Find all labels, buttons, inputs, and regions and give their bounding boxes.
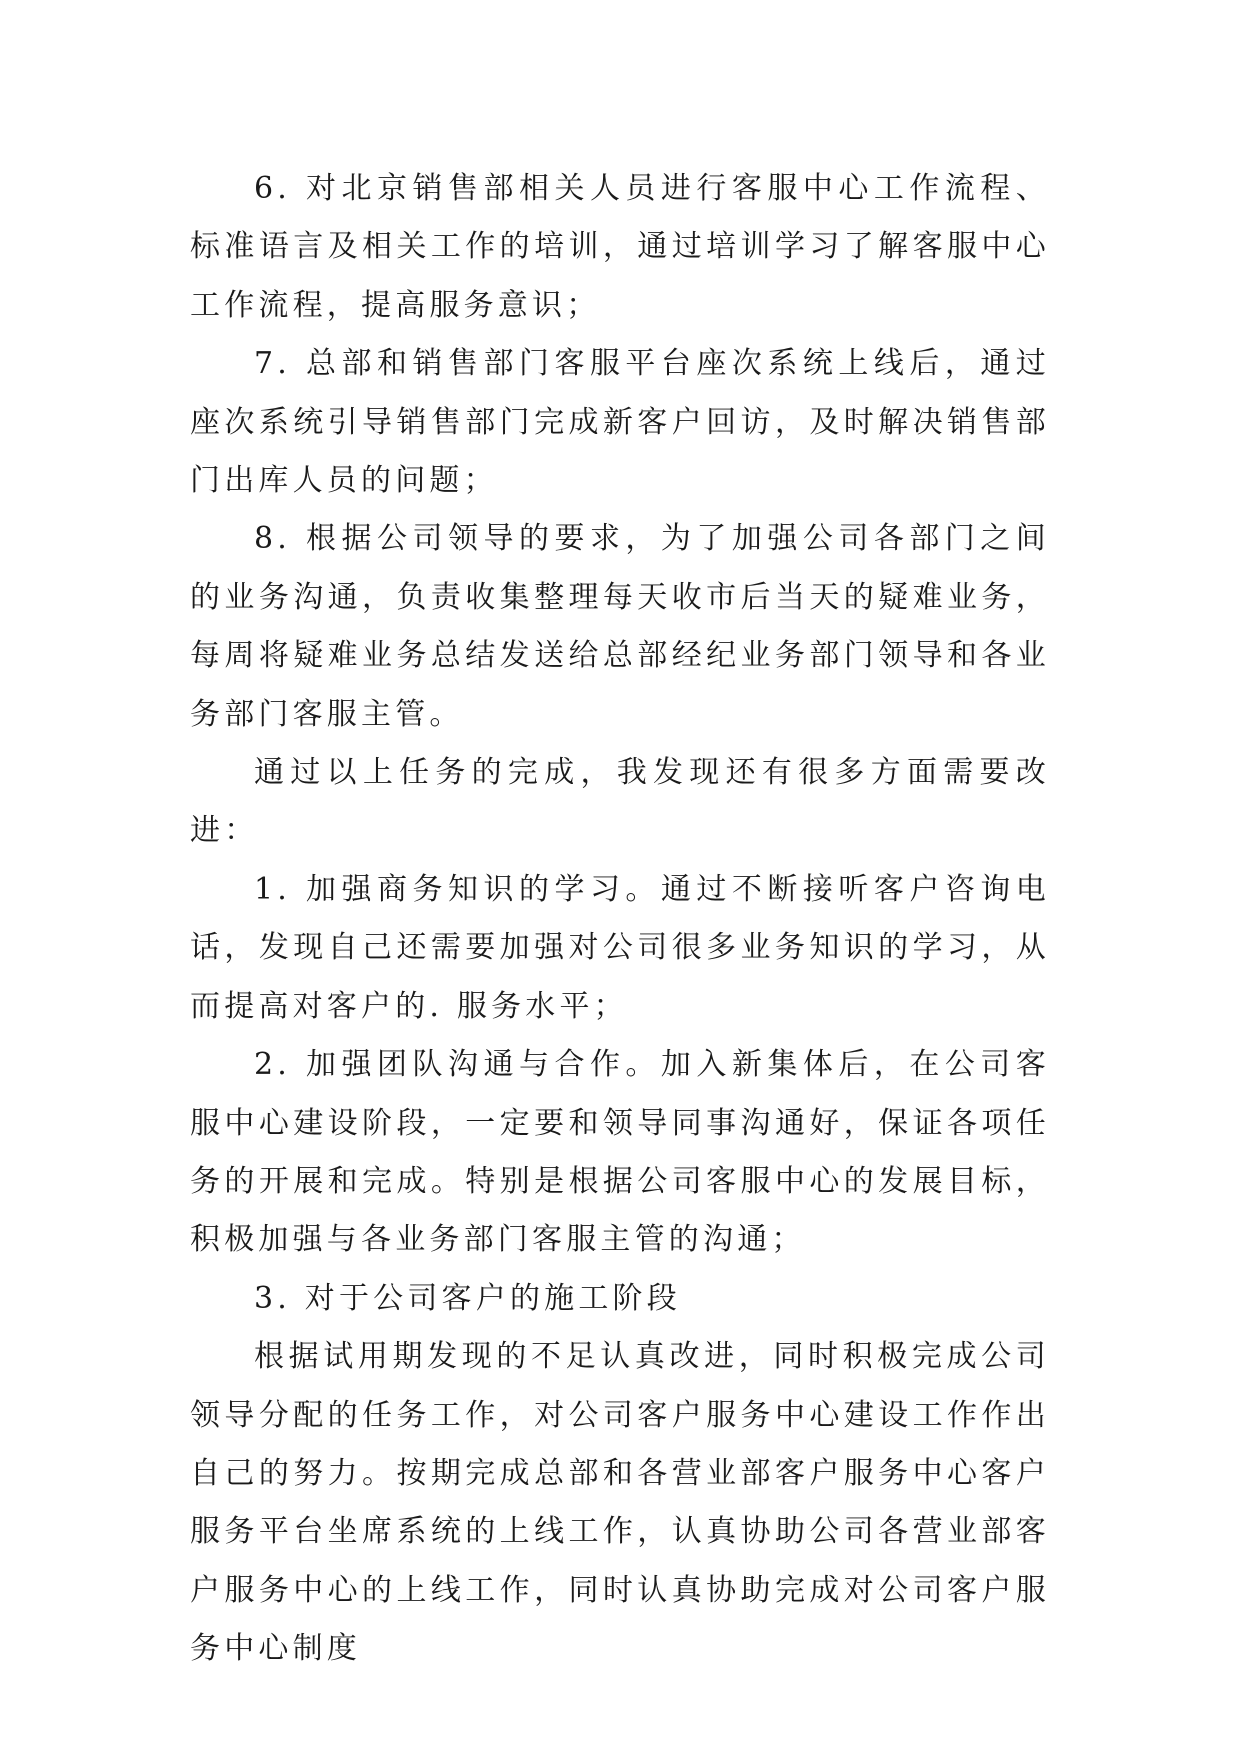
document-body — [190, 160, 1050, 1679]
paragraph-conclusion: 根据试用期发现的不足认真改进，同时积极完成公司领导分配的任务工作，对公司客户服务中心建设工作作出自己的努力。按期完成总部和各营业部客户服务中心客户服务平台坐席系统的上线工作，认真协助公司各营业部客户服务中心的上线工作，同时认真协助完成对公司客户服务中心制度 — [190, 1339, 1050, 1667]
paragraph-improvement-2: 2. 加强团队沟通与合作。加入新集体后，在公司客服中心建设阶段，一定要和领导同事沟通好，保证各项任务的开展和完成。特别是根据公司客服中心的发展目标，积极加强与各业务部门客服主管的沟通； — [190, 1047, 1050, 1258]
paragraph-improvement-3: 3. 对于公司客户的施工阶段 — [254, 1280, 681, 1316]
paragraph-item-8: 8. 根据公司领导的要求，为了加强公司各部门之间的业务沟通，负责收集整理每天收市后当天的疑难业务，每周将疑难业务总结发送给总部经纪业务部门领导和各业务部门客服主管。 — [190, 521, 1050, 732]
paragraph-improvement-1: 1. 加强商务知识的学习。通过不断接听客户咨询电话，发现自己还需要加强对公司很多业务知识的学习，从而提高对客户的. 服务水平； — [190, 871, 1050, 1024]
paragraph-improvement-intro: 通过以上任务的完成，我发现还有很多方面需要改进： — [190, 755, 1050, 849]
paragraph-item-7: 7. 总部和销售部门客服平台座次系统上线后，通过座次系统引导销售部门完成新客户回访，及时解决销售部门出库人员的问题； — [190, 346, 1050, 499]
paragraph-item-6: 6. 对北京销售部相关人员进行客服中心工作流程、标准语言及相关工作的培训，通过培训学习了解客服中心工作流程，提高服务意识； — [190, 171, 1050, 323]
